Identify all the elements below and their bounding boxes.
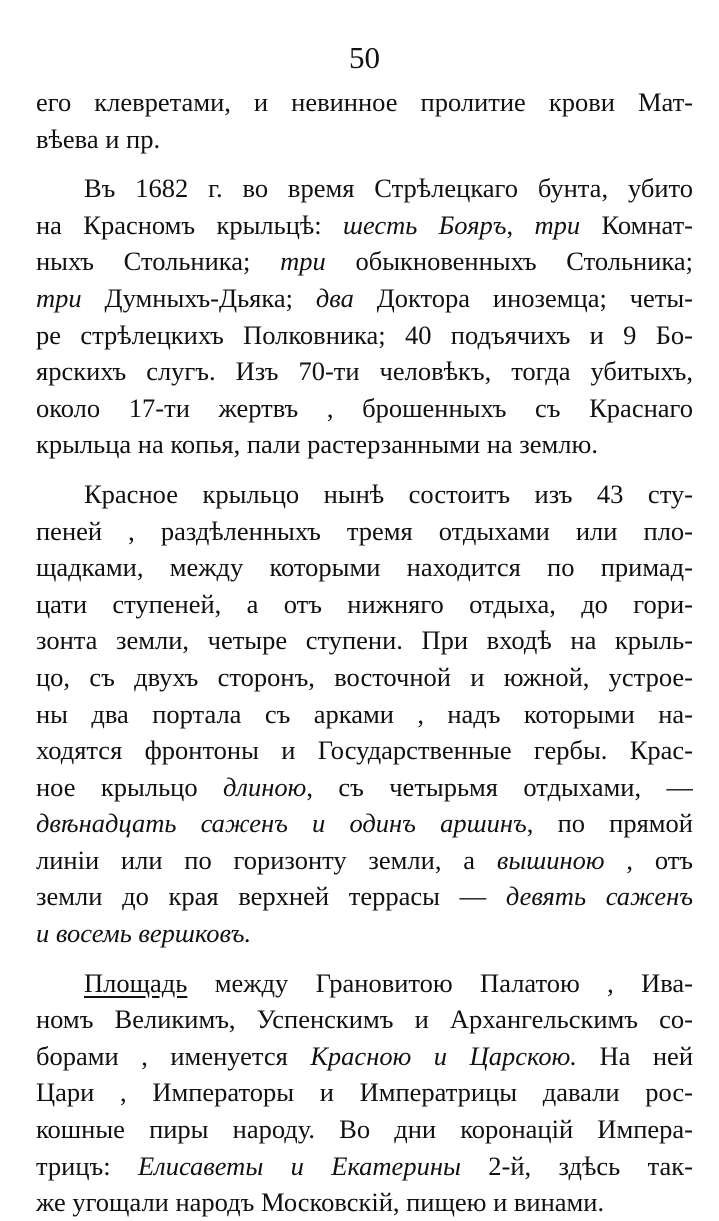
paragraph bbox=[36, 170, 693, 463]
text-segment: вѣева и пр. bbox=[36, 123, 161, 154]
text-line bbox=[36, 696, 693, 733]
text-segment: обыкновенныхъ Стольника; bbox=[325, 246, 693, 277]
italic-text: девять саженъ bbox=[505, 881, 693, 912]
paragraph bbox=[36, 476, 693, 952]
text-line bbox=[36, 915, 693, 952]
text-segment: 2-й, здѣсь так- bbox=[460, 1150, 693, 1181]
text-segment: цо, съ двухъ сторонъ, восточной и южной, устрое- bbox=[36, 661, 693, 692]
text-line bbox=[36, 622, 693, 659]
page-number: 50 bbox=[349, 40, 380, 75]
text-line bbox=[36, 207, 693, 244]
text-line bbox=[36, 659, 693, 696]
text-segment: линіи или по горизонту земли, а bbox=[36, 844, 497, 875]
text-segment: Цари , Императоры и Императрицы давали рос- bbox=[36, 1077, 693, 1108]
italic-text: Елисаветы и Екатерины bbox=[137, 1150, 461, 1181]
text-line bbox=[36, 513, 693, 550]
text-segment: же угощали народъ Московскій, пищею и винами. bbox=[36, 1187, 605, 1218]
italic-text: три bbox=[534, 209, 581, 240]
text-segment: ное крыльцо bbox=[36, 771, 224, 802]
text-line bbox=[36, 1184, 693, 1221]
text-segment: крыльца на копья, пали растерзанными на землю. bbox=[36, 429, 598, 460]
text-line bbox=[36, 243, 693, 280]
text-segment: На ней bbox=[576, 1040, 693, 1071]
text-line bbox=[36, 549, 693, 586]
text-line bbox=[36, 390, 693, 427]
text-segment: Въ 1682 г. во время Стрѣлецкаго бунта, убито bbox=[84, 173, 693, 204]
text-segment: на Красномъ крыльцѣ: bbox=[36, 209, 343, 240]
text-line bbox=[36, 769, 693, 806]
text-segment: его клевретами, и невинное пролитие крови Мат- bbox=[36, 87, 693, 117]
text-line bbox=[36, 842, 693, 879]
italic-text: двѣнадцать саженъ и одинъ аршинъ bbox=[36, 808, 527, 839]
text-line bbox=[36, 476, 693, 513]
text-segment: Комнат- bbox=[580, 209, 693, 240]
text-segment: номъ Великимъ, Успенскимъ и Архангельскимъ со- bbox=[36, 1004, 693, 1035]
text-segment: , bbox=[506, 209, 535, 240]
text-line bbox=[36, 805, 693, 842]
text-segment: щадками, между которыми находится по примад- bbox=[36, 552, 693, 583]
text-line bbox=[36, 170, 693, 207]
text-segment: земли до края верхней террасы — bbox=[36, 881, 506, 912]
text-segment: ярскихъ слугъ. Изъ 70-ти человѣкъ, тогда убитыхъ, bbox=[36, 356, 693, 387]
text-segment: кошные пиры народу. Во дни коронацій Импера- bbox=[36, 1114, 693, 1145]
italic-text: длиною bbox=[223, 771, 307, 802]
text-line bbox=[36, 965, 693, 1002]
text-line bbox=[36, 426, 693, 463]
text-segment: Красное крыльцо нынѣ состоитъ изъ 43 сту- bbox=[84, 478, 693, 509]
italic-text: вышиною bbox=[496, 844, 605, 875]
text-segment: около 17-ти жертвъ , брошенныхъ съ Краснаго bbox=[36, 392, 693, 423]
text-line bbox=[36, 1111, 693, 1148]
italic-text: и восемь вершковъ. bbox=[36, 918, 252, 949]
text-segment: ходятся фронтоны и Государственные гербы. Крас- bbox=[36, 735, 693, 766]
italic-text: три bbox=[280, 246, 326, 277]
text-line bbox=[36, 280, 693, 317]
text-segment: зонта земли, четыре ступени. При входѣ на крыль- bbox=[36, 625, 693, 656]
italic-text: Красною и Царскою. bbox=[310, 1040, 577, 1071]
text-line bbox=[36, 732, 693, 769]
italic-text: три bbox=[36, 282, 82, 313]
text-line bbox=[36, 1038, 693, 1075]
paragraph bbox=[36, 84, 693, 157]
text-body bbox=[36, 84, 693, 1221]
text-line bbox=[36, 1148, 693, 1185]
text-segment: Думныхъ-Дьяка; bbox=[81, 282, 316, 313]
text-segment: ре стрѣлецкихъ Полковника; 40 подъячихъ и 9 Бо- bbox=[36, 319, 693, 350]
text-segment: между Грановитою Палатою , Ива- bbox=[187, 967, 693, 998]
italic-text: два bbox=[315, 282, 354, 313]
text-line bbox=[36, 878, 693, 915]
underlined-text: Площадь bbox=[84, 967, 188, 998]
text-segment: ныхъ Стольника; bbox=[36, 246, 281, 277]
text-segment: борами , именуется bbox=[36, 1040, 311, 1071]
text-segment: пеней , раздѣленныхъ тремя отдыхами или пло- bbox=[36, 515, 693, 546]
text-segment: , по прямой bbox=[526, 808, 693, 839]
text-segment: Доктора иноземца; четы- bbox=[353, 282, 693, 313]
text-line bbox=[36, 1001, 693, 1038]
text-segment: ны два портала съ арками , надъ которыми на- bbox=[36, 698, 693, 729]
text-line bbox=[36, 353, 693, 390]
text-segment: цати ступеней, а отъ нижняго отдыха, до гори- bbox=[36, 588, 693, 619]
paragraph bbox=[36, 965, 693, 1221]
text-line bbox=[36, 317, 693, 354]
text-segment: , съ четырьмя отдыхами, — bbox=[306, 771, 693, 802]
text-line bbox=[36, 121, 693, 158]
text-segment: трицъ: bbox=[36, 1150, 138, 1181]
text-segment: , отъ bbox=[604, 844, 693, 875]
text-line bbox=[36, 1074, 693, 1111]
italic-text: шесть Бояръ bbox=[342, 209, 507, 240]
text-line bbox=[36, 586, 693, 623]
text-line bbox=[36, 84, 693, 121]
